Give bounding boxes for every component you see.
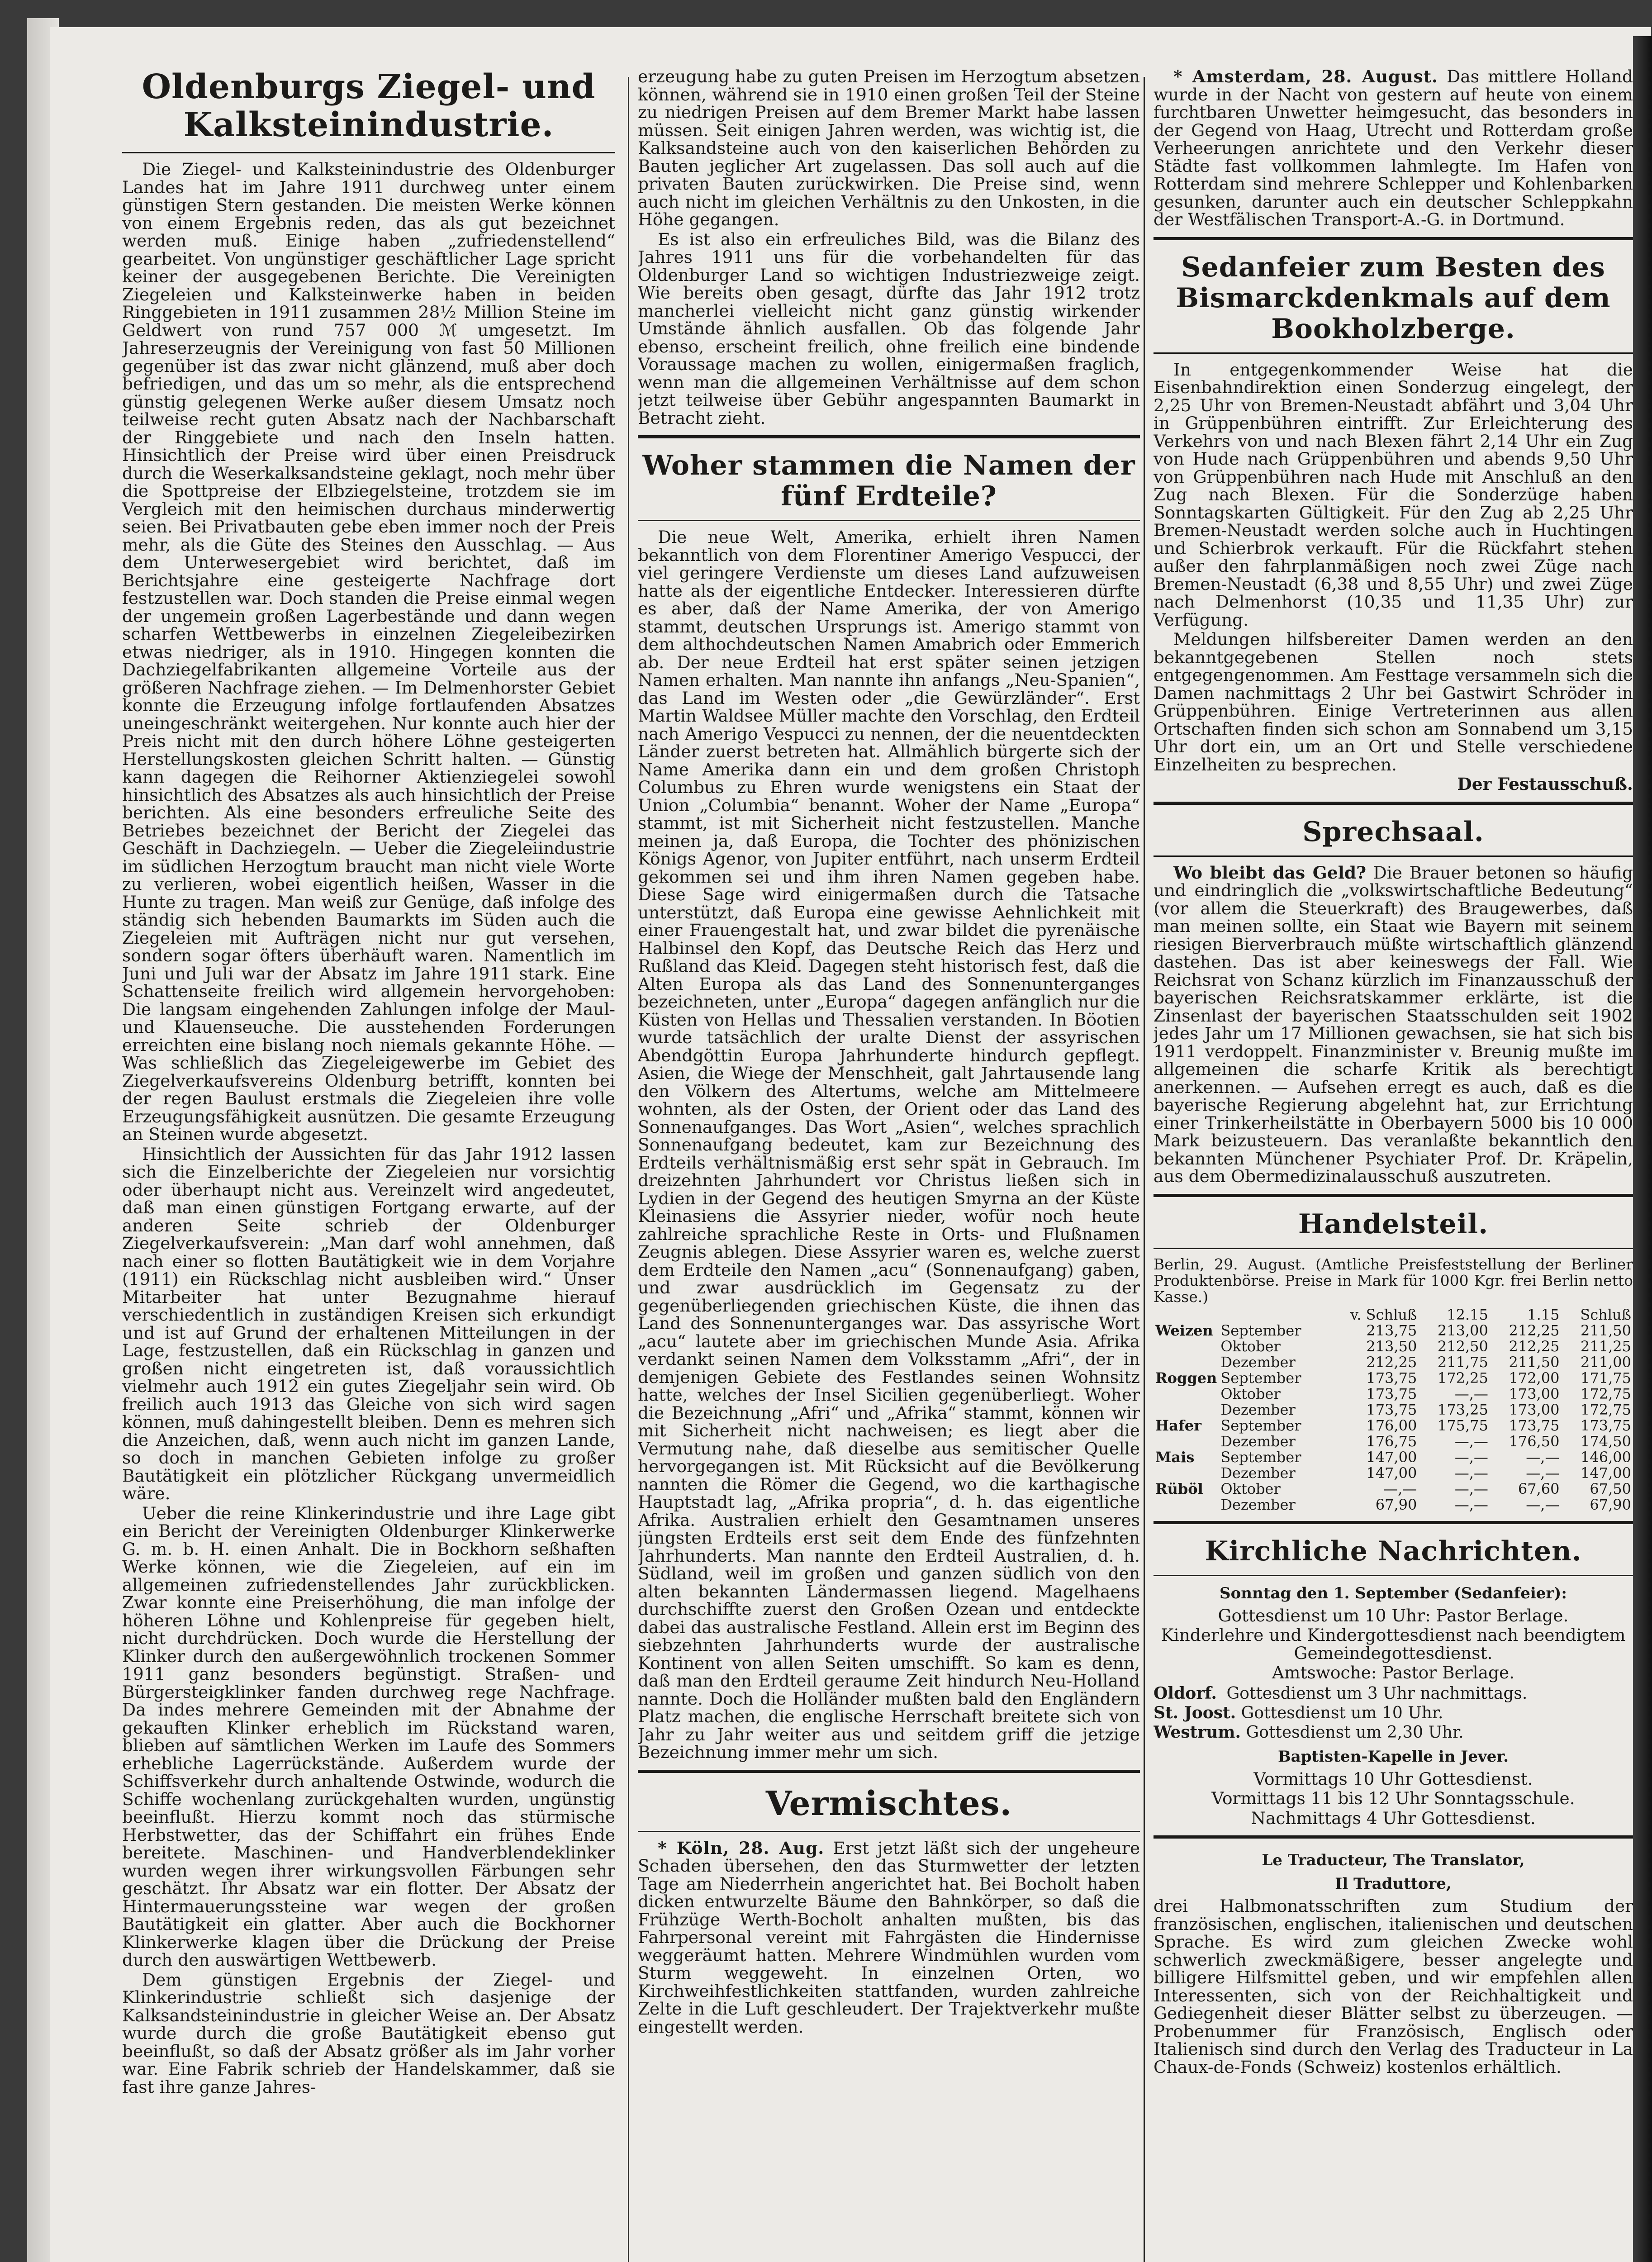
market-intro: Berlin, 29. August. (Amtliche Preisfeststellung der Berliner Produktenbörse. Preise in Mark für 1000 Kgr. frei Berlin netto Kasse.) xyxy=(1154,1255,1633,1306)
translator-title: Il Traduttore, xyxy=(1335,1875,1452,1893)
price-value: 173,75 xyxy=(1366,1401,1417,1418)
title-rule xyxy=(638,1831,1140,1832)
price-value: —,— xyxy=(1454,1385,1488,1402)
church-time: Gottesdienst um 10 Uhr. xyxy=(1241,1703,1443,1722)
price-table-header xyxy=(1154,1307,1633,1323)
price-value: 174,50 xyxy=(1581,1432,1631,1450)
price-value: 176,00 xyxy=(1366,1416,1417,1434)
article-paragraph: Meldungen hilfsbereiter Damen werden an den bekanntgegebenen Stellen noch stets entgegengenommen. Am Festtage versammeln sich die Damen nachmittags 2 Uhr bei Gastwirt Schröder in Grüppenbühren. Einige Vertreterinnen aus allen Ortschaften finden sich schon am Sonnabend um 3,15 Uhr dort ein, um an Ort und Stelle verschiedene Einzelheiten zu besprechen. xyxy=(1154,629,1633,775)
church-time: Gottesdienst um 3 Uhr nachmittags. xyxy=(1226,1684,1528,1703)
translator-text: drei Halbmonatsschriften zum Studium der französischen, englischen, italienischen und deutschen Sprache. Es wird zum gleichen Zwecke wohl schwerlich zweckmäßigere, besser angelegte und billigere Hilfsmittel geben, und wir empfehlen allen Interessenten, sich von der Reichhaltigkeit und Gediegenheit dieser Blätter selbst zu überzeugen. — Probenummer für Französisch, Englisch oder Italienisch sind durch den Verlag des Traducteur in La Chaux-de-Fonds (Schweiz) kostenlos erhältlich. xyxy=(1154,1896,1633,2077)
price-value: 212,25 xyxy=(1509,1337,1560,1355)
price-value: 173,75 xyxy=(1581,1416,1631,1434)
commodity-name xyxy=(1154,1402,1219,1418)
price-value: 176,75 xyxy=(1366,1432,1417,1450)
baptist-line: Nachmittags 4 Uhr Gottesdienst. xyxy=(1251,1808,1536,1828)
section-rule xyxy=(1154,1194,1633,1197)
price-value: 173,00 xyxy=(1509,1385,1560,1402)
price-value: 147,00 xyxy=(1366,1464,1417,1482)
price-value: 67,60 xyxy=(1518,1480,1560,1497)
sprechsaal-item xyxy=(1154,864,1633,1186)
title-rule xyxy=(1154,1575,1633,1576)
article-paragraph: In entgegenkommender Weise hat die Eisenbahndirektion einen Sonderzug eingelegt, der 2,25 Uhr von Bremen-Neustadt abfährt und 3,04 Uhr in Grüppenbühren eintrifft. Zur Erleichterung des Verkehrs von und nach Blexen fährt 2,14 Uhr ein Zug von Hude nach Grüppenbühren und abends 9,50 Uhr von Grüppenbühren nach Hude mit Anschluß an den Zug nach Blexen. Für die Sonderzüge haben Sonntagskarten Gültigkeit. Für den Zug ab 2,25 Uhr Bremen-Neustadt werden solche auch in Huchtingen und Schierbrok verkauft. Für die Rückfahrt stehen außer den fahrplanmäßigen noch zwei Züge nach Bremen-Neustadt (6,38 und 8,55 Uhr) und zwei Züge nach Delmenhorst (10,35 und 11,35 Uhr) zur Verfügung. xyxy=(1154,359,1633,630)
dateline: * Köln, 28. Aug. xyxy=(658,1838,825,1858)
baptist-line: Vormittags 10 Uhr Gottesdienst. xyxy=(1253,1768,1533,1789)
section-rule xyxy=(638,435,1140,438)
price-value: —,— xyxy=(1526,1464,1560,1482)
commodity-name: Roggen xyxy=(1155,1369,1217,1387)
commodity-name xyxy=(1154,1434,1219,1449)
price-value: 67,50 xyxy=(1590,1480,1631,1497)
dateline: * Amsterdam, 28. August. xyxy=(1173,68,1438,86)
article-paragraph: Die neue Welt, Amerika, erhielt ihren Namen bekanntlich von dem Florentiner Amerigo Vespucci, der viel geringere Verdienste um dieses Land aufzuweisen hatte als der eigentliche Entdecker. Interessieren dürfte es aber, daß der Name Amerika, der von Amerigo stammt, deutschen Ursprungs ist. Amerigo stammt von dem althochdeutschen Namen Amabrich oder Emmerich ab. Der neue Erdteil hat erst später seinen jetzigen Namen erhalten. Man nannte ihn anfangs „Neu-Spanien“, das Land im Westen oder „die Gewürzländer“. Erst Martin Waldsee Müller machte den Vorschlag, den Erdteil nach Amerigo Vespucci zu nennen, der die neuentdeckten Länder zuerst betreten hat. Allmählich bürgerte sich der Name Amerika dann ein und dem großen Christoph Columbus zu Ehren wurde wenigstens ein Staat der Union „Columbia“ benannt. Woher der Name „Europa“ stammt, ist mit Sicherheit nicht festzustellen. Manche meinen ja, daß Europa, die Tochter des phönizischen Königs Agenor, von Jupiter entführt, nach unserm Erdteil gekommen sei und ihm ihren Namen gegeben habe. Diese Sage wird einigermaßen durch die Tatsache unterstützt, daß Europa eine gewisse Aehnlichkeit mit einer Frauengestalt hat, und zwar bildet die pyrenäische Halbinsel den Kopf, das Deutsche Reich das Herz und Rußland das Kleid. Dagegen steht historisch fest, daß die Alten Europa als das Land des Sonnenunterganges bezeichneten, unter „Europa“ dagegen anfänglich nur die Küsten von Hellas und Thessalien verstanden. In Böotien wurde tatsächlich der uralte Dienst der assyrischen Abendgöttin Europa Jahrhunderte hindurch gepflegt. Asien, die Wiege der Menschheit, galt Jahrtausende lang den Völkern des Altertums, welche am Mittelmeere wohnten, als der Osten, der Orient oder das Land des Sonnenaufganges. Das Wort „Asien“, welches sprachlich Sonnenaufgang bedeutet, kam zur Bezeichnung des Erdteils verhältnismäßig erst sehr spät in Gebrauch. Im dreizehnten Jahrhundert vor Christus ließen sich in Lydien in der Gegend des heutigen Smyrna an der Küste Kleinasiens die Assyrier nieder, wofür noch heute zahlreiche sprachliche Reste in Orts- und Flußnamen Zeugnis ablegen. Diese Assyrier waren es, welche zuerst dem Erdteile den Namen „acu“ (Sonnenaufgang) gaben, und zwar ausdrücklich im Gegensatz zu der gegenüberliegenden griechischen Küste, die ihnen das Land des Sonnenunterganges war. Das assyrische Wort „acu“ lautete aber im griechischen Munde Asia. Afrika verdankt seinen Namen dem Volksstamm „Afri“, der in demjenigen Gebiete des Festlandes seinen Wohnsitz hatte, welches der Insel Sicilien gegenüberliegt. Woher die Bezeichnung „Afri“ und „Afrika“ stammt, können wir mit Sicherheit nicht nachweisen; es liegt aber die Vermutung nahe, daß dieselbe aus semitischer Quelle hervorgegangen ist. Mit Rücksicht auf die Bevölkerung nannten die Römer die Gegend, wo die karthagische Hauptstadt lag, „Afrika propria“, d. h. das eigentliche Afrika. Australien erhielt den Gesamtnamen unseres jüngsten Erdteils erst seit dem Ende des fünfzehnten Jahrhunderts. Man nannte den Erdteil Australien, d. h. Südland, weil im großen und ganzen südlich von den alten bekannten Ländermassen liegend. Magelhaens durchschiffte zuerst den Großen Ozean und entdeckte dabei das australische Festland. Allein erst im Beginn des siebzehnten Jahrhunderts wurde der australische Kontinent von allen Seiten umschifft. So kam es denn, daß man den Erdteil geraume Zeit hindurch Neu-Holland nannte. Doch die Holländer mußten bald den Engländern Platz machen, die englische Herrschaft breitete sich von Jahr zu Jahr weiter aus und seitdem griff die jetzige Bezeichnung immer mehr um sich. xyxy=(638,527,1140,1762)
column-header: 12.15 xyxy=(1447,1306,1488,1323)
section-title-kirchliche: Kirchliche Nachrichten. xyxy=(1205,1535,1582,1567)
price-value: 212,25 xyxy=(1509,1321,1560,1339)
price-value: 147,00 xyxy=(1581,1464,1631,1482)
commodity-name: Rüböl xyxy=(1155,1480,1203,1497)
section-rule xyxy=(1154,1835,1633,1839)
article-paragraph: Hinsichtlich der Aussichten für das Jahr 1912 lassen sich die Einzelberichte der Ziegeleien nur vorsichtig oder überhaupt nicht aus. Vereinzelt wird angedeutet, daß man einen günstigen Fortgang erwarte, auf der anderen Seite schrieb der Oldenburger Ziegelverkaufsverein: „Man darf wohl annehmen, daß nach einer so flotten Bautätigkeit wie in dem Vorjahre (1911) ein Rückschlag nicht ausbleiben wird.“ Unser Mitarbeiter hat unter Bezugnahme hierauf verschiedentlich in zuständigen Kreisen sich erkundigt und ist auf Grund der erhaltenen Mitteilungen in der Lage, festzustellen, daß ein Rückschlag in ganzen und großen nicht eingetreten ist, daß voraussichtlich vielmehr auch 1912 ein gutes Ziegeljahr sein wird. Ob freilich auch 1913 das Gleiche von sich wird sagen können, muß dahingestellt bleiben. Denn es mehren sich die Anzeichen, daß, wenn auch nicht im ganzen Lande, so doch in manchen Gebieten infolge zu großer Bautätigkeit ein plötzlicher Rückgang unvermeidlich wäre. xyxy=(122,1144,615,1503)
baptist-title: Baptisten-Kapelle in Jever. xyxy=(1278,1747,1509,1766)
news-text: Das mittlere Holland wurde in der Nacht von gestern auf heute von einem furchtbaren Unwetter heimgesucht, das besonders in der Gegend von Haag, Utrecht und Rotterdam große Verheerungen anrichtete und den Verkehr dieser Städte fast vollkommen lahmlegte. Im Hafen von Rotterdam sind mehrere Schlepper und Kohlenbarken gesunken, darunter auch ein deutscher Schleppkahn der Westfälischen Transport-A.-G. in Dortmund. xyxy=(1154,68,1633,229)
price-value: 172,75 xyxy=(1581,1401,1631,1418)
commodity-name xyxy=(1154,1465,1219,1481)
price-value: 211,00 xyxy=(1581,1353,1631,1371)
church-place-row xyxy=(1154,1723,1633,1742)
price-row xyxy=(1154,1386,1633,1402)
section-rule xyxy=(638,1770,1140,1773)
article-paragraph: erzeugung habe zu guten Preisen im Herzogtum absetzen können, während sie in 1910 einen großen Teil der Steine zu niedrigen Preisen auf dem Bremer Markt habe lassen müssen. Seit einigen Jahren werden, was wichtig ist, die Kalksandsteine auch von den kaiserlichen Behörden zu Bauten jeglicher Art zugelassen. Das soll auch auf die privaten Bauten zurückwirken. Die Preise sind, wenn auch nicht im gleichen Verhältnis zu den Unkosten, in die Höhe gegangen. xyxy=(638,68,1140,229)
commodity-name: Hafer xyxy=(1155,1416,1201,1434)
commodity-name xyxy=(1154,1339,1219,1354)
price-row xyxy=(1154,1434,1633,1449)
price-value: 176,50 xyxy=(1509,1432,1560,1450)
commodity-name: Mais xyxy=(1155,1448,1195,1466)
price-value: 172,75 xyxy=(1581,1385,1631,1402)
price-value: 173,75 xyxy=(1509,1416,1560,1434)
price-value: —,— xyxy=(1526,1496,1560,1513)
commodity-name xyxy=(1154,1354,1219,1370)
price-value: 172,25 xyxy=(1437,1369,1488,1387)
article-paragraph: Es ist also ein erfreuliches Bild, was die Bilanz des Jahres 1911 uns für die vorbehandelten für das Oldenburger Land so wichtigen Industriezweige zeigt. Wie bereits oben gesagt, dürfte das Jahr 1912 trotz mancherlei vielleicht nicht ganz günstig wirkender Umstände ähnlich ausfallen. Ob das folgende Jahr ebenso, erscheint freilich, ohne freilich eine bindende Voraussage machen zu wollen, einigermaßen fraglich, wenn man die allgemeinen Verhältnisse auf dem schon jetzt teilweise über Gebühr angespannten Baumarkt in Betracht zieht. xyxy=(638,229,1140,428)
price-value: —,— xyxy=(1454,1480,1488,1497)
delivery-month: September xyxy=(1220,1369,1301,1387)
section-rule xyxy=(1154,237,1633,240)
price-value: 173,00 xyxy=(1509,1401,1560,1418)
section-title-handelsteil: Handelsteil. xyxy=(1298,1208,1489,1240)
column-header: 1.15 xyxy=(1527,1306,1560,1323)
price-row xyxy=(1154,1465,1633,1481)
delivery-month: Dezember xyxy=(1220,1432,1296,1450)
sprechsaal-question: Wo bleibt das Geld? xyxy=(1173,862,1367,883)
church-place-row xyxy=(1154,1703,1633,1723)
price-value: 213,50 xyxy=(1366,1337,1417,1355)
news-item-koeln xyxy=(638,1839,1140,2036)
price-value: 171,75 xyxy=(1581,1369,1631,1387)
title-rule xyxy=(1154,1248,1633,1249)
price-value: 173,75 xyxy=(1366,1369,1417,1387)
price-value: 175,75 xyxy=(1437,1416,1488,1434)
price-value: 211,25 xyxy=(1581,1337,1631,1355)
baptist-line: Vormittags 11 bis 12 Uhr Sonntagsschule. xyxy=(1211,1788,1575,1808)
article-title-sedanfeier: Sedanfeier zum Besten des Bismarckdenkmals auf dem Bookholzberge. xyxy=(1176,251,1611,345)
price-value: 211,75 xyxy=(1437,1353,1488,1371)
price-value: —,— xyxy=(1454,1448,1488,1466)
price-value: —,— xyxy=(1383,1480,1417,1497)
price-value: 213,75 xyxy=(1366,1321,1417,1339)
church-line: Amtswoche: Pastor Berlage. xyxy=(1272,1663,1515,1682)
delivery-month: Dezember xyxy=(1220,1464,1296,1482)
price-value: —,— xyxy=(1454,1464,1488,1482)
church-place: Oldorf. xyxy=(1154,1683,1217,1703)
delivery-month: September xyxy=(1220,1321,1301,1339)
church-time: Gottesdienst um 2,30 Uhr. xyxy=(1246,1723,1464,1742)
delivery-month: September xyxy=(1220,1448,1301,1466)
price-value: —,— xyxy=(1454,1496,1488,1513)
article-paragraph: Ueber die reine Klinkerindustrie und ihre Lage gibt ein Bericht der Vereinigten Oldenburger Klinkerwerke G. m. b. H. einen Anhalt. Die in Bockhorn seßhaften Werke können, wie die Ziegeleien, auf ein im allgemeinen zufriedenstellendes Jahr zurückblicken. Zwar konnte eine Preiserhöhung, die man infolge der höheren Löhne und Kohlenpreise für gegeben hielt, nicht durchdrücken. Doch wurde die Herstellung der Klinker durch den außergewöhnlich trockenen Sommer 1911 ganz besonders begünstigt. Straßen- und Bürgersteigklinker fanden durchweg rege Nachfrage. Da indes mehrere Gemeinden mit der Abnahme der gekauften Klinker erheblich im Rückstand waren, blieben auf sämtlichen Werken im Laufe des Sommers erhebliche Lagerrückstände. Außerdem wurde der Schiffsverkehr durch anhaltende Ostwinde, wodurch die Schiffe wochenlang zurückgehalten wurden, ungünstig beeinflußt. Hierzu kommt noch das stürmische Herbstwetter, das der Schiffahrt ein frühes Ende bereitete. Maschinen- und Handverblendeklinker wurden wegen ihrer wirkungsvollen Färbungen sehr geschätzt. Ihr Absatz war ein flotter. Der Absatz der Hintermauerungssteine war wegen der großen Bautätigkeit ein glatter. Aber auch die Bockhorner Klinkerwerke klagen über die Drückung der Preise durch den auswärtigen Wettbewerb. xyxy=(122,1503,615,1970)
page-right-shadow xyxy=(1633,36,1652,2262)
title-rule xyxy=(122,152,615,153)
price-row xyxy=(1154,1370,1633,1386)
price-value: 67,90 xyxy=(1590,1496,1631,1513)
news-text: Erst jetzt läßt sich der ungeheure Schaden übersehen, den das Sturmwetter der letzten Tage am Niederrhein angerichtet hat. Bei Bocholt haben dicken entwurzelte Bäume den Bahnkörper, so daß die Frühzüge Werth-Bocholt anhalten mußten, bis das Fahrpersonal vereint mit Fahrgästen die Hindernisse weggeräumt hatten. Mehrere Windmühlen wurden vom Sturm weggeweht. In einzelnen Orten, wo Kirchweihfestlichkeiten stattfanden, wurden zahlreiche Zelte in die Luft geschleudert. Der Trajektverkehr mußte eingestellt werden. xyxy=(638,1838,1140,2037)
price-row xyxy=(1154,1323,1633,1339)
price-value: 211,50 xyxy=(1581,1321,1631,1339)
church-line: Gottesdienst um 10 Uhr: Pastor Berlage. xyxy=(1218,1605,1569,1625)
price-value: 212,25 xyxy=(1366,1353,1417,1371)
price-value: 173,75 xyxy=(1366,1385,1417,1402)
price-table xyxy=(1154,1307,1633,1513)
price-value: 213,00 xyxy=(1437,1321,1488,1339)
delivery-month: Dezember xyxy=(1220,1401,1296,1418)
sprechsaal-text: Die Brauer betonen so häufig und eindringlich die „volkswirtschaftliche Bedeutung“ (vor allem die Steuerkraft) des Braugewerbes, daß man meinen sollte, ein Staat wie Bayern mit seinem riesigen Bierverbrauch müßte wirtschaftlich glänzend dastehen. Das ist aber keineswegs der Fall. Wie Reichsrat von Schanz kürzlich im Finanzausschuß der bayerischen Reichsratskammer erklärte, ist die Zinsenlast der bayerischen Staatsschulden seit 1902 jedes Jahr um 17 Millionen gewachsen, sie hat sich bis 1911 verdoppelt. Finanzminister v. Breunig mußte im allgemeinen die scharfe Kritik als berechtigt anerkennen. — Aufsehen erregt es auch, daß es die bayerische Regierung abgelehnt hat, zur Errichtung einer Trinkerheilstätte in Oberbayern 5000 bis 10 000 Mark beizusteuern. Das veranlaßte bekanntlich den bekannten Münchener Psychiater Prof. Dr. Kräpelin, aus dem Obermedizinalausschuß auszutreten. xyxy=(1154,862,1633,1186)
price-row xyxy=(1154,1402,1633,1418)
delivery-month: Oktober xyxy=(1220,1480,1281,1497)
church-sunday: Sonntag den 1. September (Sedanfeier): xyxy=(1220,1584,1567,1602)
section-title-vermischtes: Vermischtes. xyxy=(765,1784,1012,1823)
article-title-erdteile: Woher stammen die Namen der fünf Erdteile? xyxy=(642,450,1135,512)
price-value: 67,90 xyxy=(1375,1496,1417,1513)
translator-title: Le Traducteur, The Translator, xyxy=(1262,1851,1525,1869)
column-divider xyxy=(1144,77,1145,2262)
price-row xyxy=(1154,1418,1633,1434)
price-row xyxy=(1154,1354,1633,1370)
price-row xyxy=(1154,1339,1633,1354)
price-value: 146,00 xyxy=(1581,1448,1631,1466)
commodity-name: Weizen xyxy=(1155,1321,1213,1339)
commodity-name xyxy=(1154,1497,1219,1513)
column-divider xyxy=(628,77,629,2262)
column-header: v. Schluß xyxy=(1350,1306,1417,1323)
church-place: St. Joost. xyxy=(1154,1703,1236,1722)
price-value: —,— xyxy=(1454,1432,1488,1450)
column-2 xyxy=(638,68,1140,2262)
section-rule xyxy=(1154,802,1633,805)
column-3 xyxy=(1154,68,1633,2262)
signature: Der Festausschuß. xyxy=(1457,774,1633,794)
title-rule xyxy=(638,520,1140,521)
price-value: 172,00 xyxy=(1509,1369,1560,1387)
title-rule xyxy=(1154,352,1633,354)
article-paragraph: Dem günstigen Ergebnis der Ziegel- und Klinkerindustrie schließt sich dasjenige der Kalksandsteinindustrie in gleicher Weise an. Der Absatz wurde durch die große Bautätigkeit ebenso gut beeinflußt, so daß der Absatz größer als im Jahr vorher war. Eine Fabrik schrieb der Handelskammer, daß sie fast ihre ganze Jahres- xyxy=(122,1969,615,2097)
commodity-name xyxy=(1154,1386,1219,1402)
church-place: Westrum. xyxy=(1154,1722,1241,1742)
price-value: 212,50 xyxy=(1437,1337,1488,1355)
price-value: 173,25 xyxy=(1437,1401,1488,1418)
price-value: 147,00 xyxy=(1366,1448,1417,1466)
delivery-month: Oktober xyxy=(1220,1337,1281,1355)
price-row xyxy=(1154,1481,1633,1497)
section-title-sprechsaal: Sprechsaal. xyxy=(1302,816,1484,848)
price-value: —,— xyxy=(1526,1448,1560,1466)
church-place-row xyxy=(1154,1684,1633,1703)
news-item-amsterdam xyxy=(1154,68,1633,229)
section-rule xyxy=(1154,1521,1633,1524)
article-title-ziegel: Oldenburgs Ziegel- und Kalksteinindustrie. xyxy=(142,68,596,144)
price-row xyxy=(1154,1497,1633,1513)
price-table-body xyxy=(1154,1323,1633,1513)
delivery-month: Oktober xyxy=(1220,1385,1281,1402)
price-row xyxy=(1154,1449,1633,1465)
church-line: Kinderlehre und Kindergottesdienst nach beendigtem Gemeindegottesdienst. xyxy=(1161,1625,1626,1663)
delivery-month: Dezember xyxy=(1220,1353,1296,1371)
delivery-month: September xyxy=(1220,1416,1301,1434)
delivery-month: Dezember xyxy=(1220,1496,1296,1513)
article-paragraph: Die Ziegel- und Kalksteinindustrie des Oldenburger Landes hat im Jahre 1911 durchweg unter einem günstigen Stern gestanden. Die meisten Werke können von einem Ergebnis reden, das als gut bezeichnet werden muß. Einige haben „zufriedenstellend“ gearbeitet. Von ungünstiger geschäftlicher Lage spricht keiner der ausgegebenen Berichte. Die Vereinigten Ziegeleien und Kalksteinwerke haben in beiden Ringgebieten in 1911 zusammen 28½ Million Steine im Geldwert von rund 757 000 ℳ umgesetzt. Im Jahreserzeugnis der Vereinigung von fast 50 Millionen gegenüber ist das zwar nicht glänzend, muß aber doch befriedigen, und das um so mehr, als die entsprechend günstig gelegenen Werke außer diesem Umsatz noch teilweise recht guten Absatz nach der Nachbarschaft der Ringgebiete und nach den Inseln hatten. Hinsichtlich der Preise wird über einen Preisdruck durch die Weserkalksandsteine geklagt, noch mehr über die Spottpreise der Elbziegelsteine, trotzdem sie im Vergleich mit den heimischen durchaus minderwertig seien. Bei Privatbauten gebe eben immer noch der Preis mehr, als die Güte des Steines den Ausschlag. — Aus dem Unterwesergebiet wird berichtet, daß im Berichtsjahre eine gesteigerte Nachfrage dort festzustellen war. Doch standen die Preise einmal wegen der ungemein großen Lagerbestände und dann wegen scharfen Wettbewerbs in einzelnen Ziegeleibezirken etwas niedriger, als in 1910. Hingegen konnten die Dachziegelfabrikanten allgemeine Vorteile aus der größeren Nachfrage ziehen. — Im Delmenhorster Gebiet konnte die Erzeugung infolge fortlaufenden Absatzes uneingeschränkt weitergehen. Nur konnte auch hier der Preis nicht mit den durch höhere Löhne gesteigerten Herstellungskosten gleichen Schritt halten. — Günstig kann dagegen die Reihorner Aktienziegelei sowohl hinsichtlich des Absatzes als auch hinsichtlich der Preise berichten. Als eine besonders erfreuliche Seite des Betriebes bezeichnet der Bericht der Ziegelei das Geschäft in Dachziegeln. — Ueber die Ziegeleiindustrie im südlichen Herzogtum braucht man nicht viele Worte zu verlieren, wobei eigentlich heißen, Wasser in die Hunte zu tragen. Man weiß zur Genüge, daß infolge des ständig sich hebenden Baumarkts im Süden auch die Ziegeleien mit Aufträgen nicht nur gut versehen, sondern sogar öfters überhäuft waren. Namentlich im Juni und Juli war der Absatz im Jahre 1911 stark. Eine Schattenseite freilich wird allgemein hervorgehoben: Die langsam eingehenden Zahlungen infolge der Maul- und Klauenseuche. Die ausstehenden Forderungen erreichten eine bislang noch niemals gekannte Höhe. — Was schließlich das Ziegeleigewerbe im Gebiet des Ziegelverkaufsvereins Oldenburg betrifft, konnten bei der regen Baulust erstmals die Ziegeleien ihre volle Erzeugungsfähigkeit ausnützen. Die gesamte Erzeugung an Steinen wurde abgesetzt. xyxy=(122,159,615,1144)
price-value: 211,50 xyxy=(1509,1353,1560,1371)
column-1 xyxy=(122,68,615,2262)
title-rule xyxy=(1154,855,1633,857)
column-header: Schluß xyxy=(1580,1306,1631,1323)
